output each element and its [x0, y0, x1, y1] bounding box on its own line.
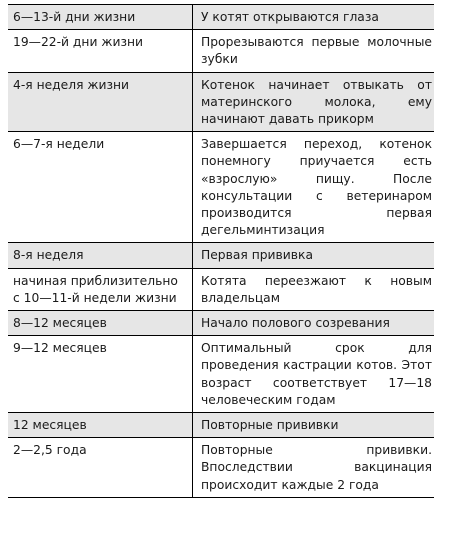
table-row	[8, 438, 434, 497]
table-row	[8, 5, 434, 30]
period-cell: 8-я неделя	[13, 248, 84, 263]
event-cell: Котенок начинает отвыкать от материнского молока, ему начинают давать прикорм	[192, 73, 434, 132]
table-row	[8, 311, 434, 336]
table-row	[8, 73, 434, 133]
period-cell: 4-я неделя жизни	[13, 77, 130, 92]
table-row	[8, 336, 434, 413]
period-cell: 9—12 месяцев	[13, 341, 107, 356]
table-row	[8, 243, 434, 268]
period-cell: 12 месяцев	[13, 418, 87, 433]
event-cell: Оптимальный срок для проведения кастрации котов. Этот возраст соответствует 17—18 человеческим годам	[192, 336, 434, 412]
table-row	[8, 413, 434, 438]
table-row	[8, 269, 434, 311]
event-cell: У котят открываются глаза	[192, 5, 434, 29]
period-cell: 6—13-й дни жизни	[13, 10, 136, 24]
period-cell: 19—22-й дни жизни	[13, 35, 144, 50]
table-row	[8, 30, 434, 72]
event-cell: Первая прививка	[192, 243, 434, 267]
period-cell: 6—7-я недели	[13, 137, 105, 152]
period-cell: 8—12 месяцев	[13, 316, 107, 331]
event-cell: Повторные прививки	[192, 413, 434, 437]
kitten-development-table	[8, 4, 434, 498]
table-row	[8, 132, 434, 243]
event-cell: Завершается переход, котенок понемногу приучается есть «взрослую» пищу. После консультации с ветеринаром производится первая дегельминтизация	[192, 132, 434, 242]
event-cell: Повторные прививки. Впоследствии вакцинация происходит каждые 2 года	[192, 438, 434, 497]
event-cell: Начало полового созревания	[192, 311, 434, 335]
period-cell: начиная приблизительно с 10—11-й недели жизни	[13, 273, 178, 305]
period-cell: 2—2,5 года	[13, 443, 87, 458]
event-cell: Прорезываются первые молочные зубки	[192, 30, 434, 71]
event-cell: Котята переезжают к новым владельцам	[192, 269, 434, 310]
